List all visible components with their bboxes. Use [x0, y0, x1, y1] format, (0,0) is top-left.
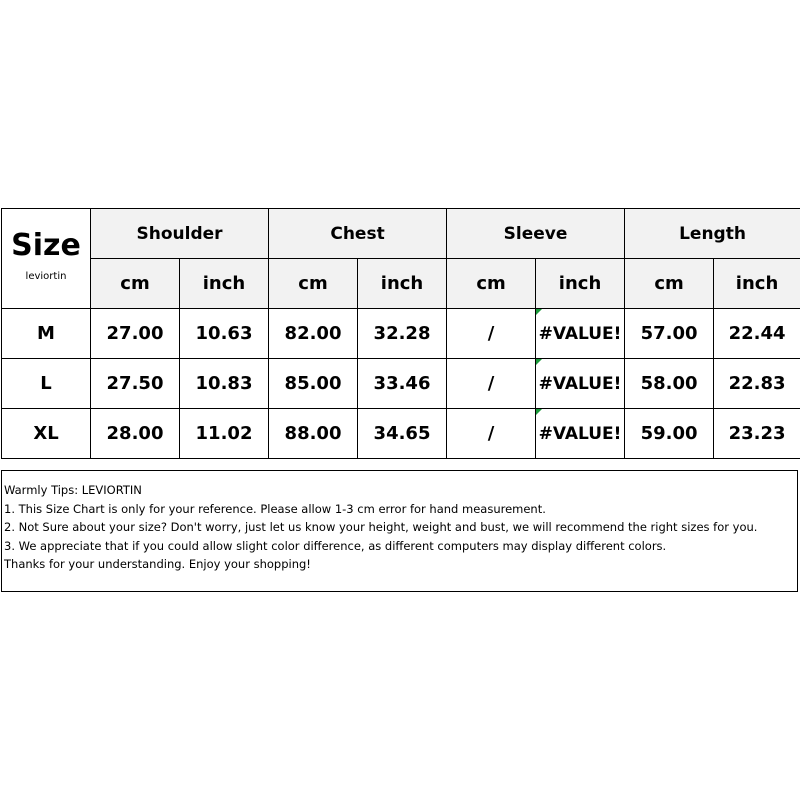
value-text: 88.00 [284, 423, 342, 444]
value-text: 10.63 [195, 323, 253, 344]
value-text: 22.44 [728, 323, 786, 344]
error-value-cell [536, 309, 625, 359]
value-text: 57.00 [640, 323, 698, 344]
value-cell [447, 309, 536, 359]
tips-box [1, 470, 798, 592]
size-cell: M [2, 309, 91, 359]
value-text: 32.28 [373, 323, 431, 344]
value-text: 85.00 [284, 373, 342, 394]
value-cell [625, 359, 714, 409]
tip-line-2: 2. Not Sure about your size? Don't worry, just let us know your height, weight and bust, we will recommend the right sizes for you. [4, 520, 758, 534]
value-cell [625, 409, 714, 459]
unit-header: inch [358, 259, 447, 309]
value-text: 33.46 [373, 373, 431, 394]
unit-header: inch [180, 259, 269, 309]
unit-header: cm [625, 259, 714, 309]
value-cell [269, 359, 358, 409]
value-cell [358, 409, 447, 459]
group-header-shoulder: Shoulder [91, 209, 269, 259]
unit-header: cm [447, 259, 536, 309]
size-header-cell [2, 209, 91, 309]
value-text: #VALUE! [538, 323, 622, 344]
value-text: 23.23 [728, 423, 786, 444]
value-cell [91, 409, 180, 459]
group-header-length: Length [625, 209, 800, 259]
value-cell [714, 309, 800, 359]
value-text: #VALUE! [538, 423, 622, 444]
table-row [2, 409, 800, 459]
value-text: / [487, 323, 495, 344]
size-chart-table [1, 208, 800, 459]
value-text: #VALUE! [538, 373, 622, 394]
group-header-sleeve: Sleeve [447, 209, 625, 259]
unit-header: cm [91, 259, 180, 309]
unit-header: cm [269, 259, 358, 309]
tips-heading: Warmly Tips: LEVIORTIN [4, 483, 142, 497]
error-value-cell [536, 359, 625, 409]
tip-line-1: 1. This Size Chart is only for your reference. Please allow 1-3 cm error for hand measurement. [4, 501, 546, 516]
brand-label: leviortin [25, 271, 67, 282]
value-text: 10.83 [195, 373, 253, 394]
value-cell [447, 409, 536, 459]
size-title: Size [11, 228, 81, 263]
value-cell [447, 359, 536, 409]
value-text: 27.00 [106, 323, 164, 344]
value-cell [91, 309, 180, 359]
value-cell [180, 359, 269, 409]
value-cell [269, 309, 358, 359]
value-text: / [487, 423, 495, 444]
unit-row [2, 259, 800, 309]
tips-closing: Thanks for your understanding. Enjoy your shopping! [4, 557, 311, 571]
value-cell [358, 309, 447, 359]
value-text: 58.00 [640, 373, 698, 394]
header-row [2, 209, 800, 259]
size-cell: L [2, 359, 91, 409]
error-value-cell [536, 409, 625, 459]
value-text: 11.02 [195, 423, 253, 444]
table-row [2, 359, 800, 409]
value-text: 28.00 [106, 423, 164, 444]
unit-header: inch [536, 259, 625, 309]
size-cell: XL [2, 409, 91, 459]
value-cell [625, 309, 714, 359]
group-header-chest: Chest [269, 209, 447, 259]
table-row [2, 309, 800, 359]
value-text: 59.00 [640, 423, 698, 444]
value-cell [714, 409, 800, 459]
value-text: 27.50 [106, 373, 164, 394]
value-cell [358, 359, 447, 409]
value-cell [180, 309, 269, 359]
value-text: 82.00 [284, 323, 342, 344]
value-cell [91, 359, 180, 409]
tip-line-3: 3. We appreciate that if you could allow slight color difference, as different computers may display different colors. [4, 538, 667, 553]
value-cell [180, 409, 269, 459]
unit-header: inch [714, 259, 800, 309]
value-text: 34.65 [373, 423, 431, 444]
value-cell [714, 359, 800, 409]
value-text: 22.83 [728, 373, 786, 394]
value-cell [269, 409, 358, 459]
value-text: / [487, 373, 495, 394]
